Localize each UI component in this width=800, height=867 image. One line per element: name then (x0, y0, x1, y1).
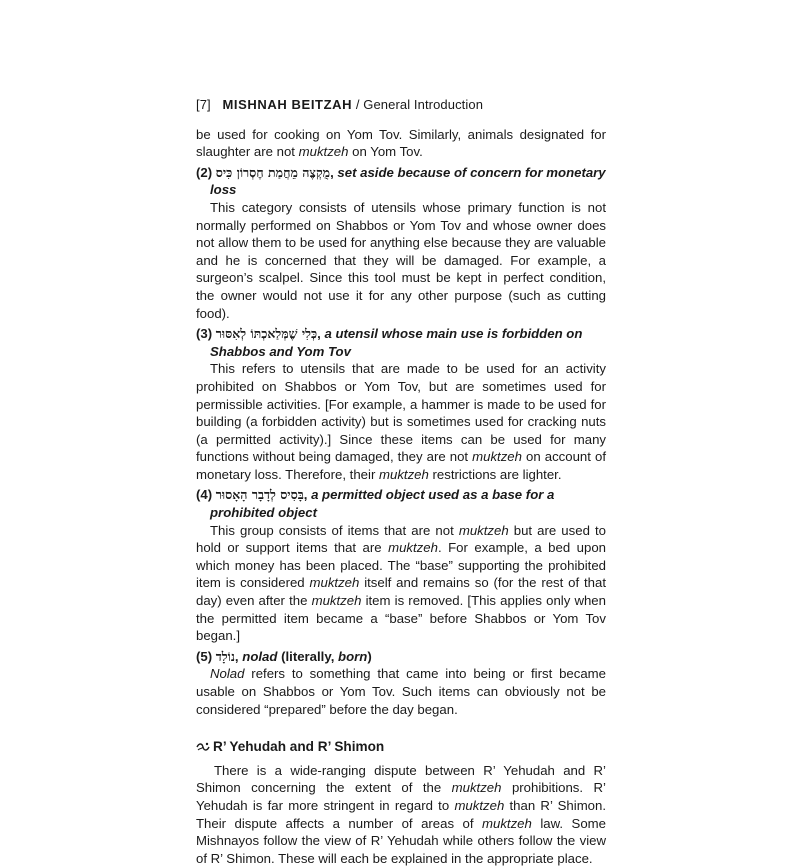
item-number: (5) (196, 648, 213, 664)
running-header (196, 96, 606, 114)
item-heading-3: (3) כְּלִי שֶׁמְּלַאכְתּוֹ לְאִסּוּר, a utensil whose main use is forbidden on Shabbos and Yom Tov (196, 326, 583, 359)
header-separator: / (355, 97, 360, 112)
opening-paragraph: be used for cooking on Yom Tov. Similarly, animals designated for slaughter are not muktzeh on Yom Tov. (196, 126, 606, 160)
hebrew-term: בָּסִיס לְדָבָר הָאָסוּר (215, 487, 304, 503)
item-gloss: a permitted object used as a base for a prohibited object (210, 487, 555, 521)
book-page (196, 96, 606, 867)
item-heading-5: (5) נוֹלָד, nolad (literally, born) (196, 648, 372, 664)
header-section: General Introduction (363, 97, 484, 112)
item-number: (2) (196, 164, 213, 180)
section-body: There is a wide-ranging dispute between R’ Yehudah and R’ Shimon concerning the extent of the muktzeh prohibitions. R’ Yehudah is far more stringent in regard to muktzeh than R’ Shimon. Their dispute affects a number of areas of muktzeh law. Some Mishnayos follow the view of R’ Yehudah while others follow the view of R’ Shimon. These will each be explained in the appropriate place. (196, 762, 607, 866)
hebrew-term: כְּלִי שֶׁמְּלַאכְתּוֹ לְאִסּוּר (215, 326, 318, 342)
page-number: [7] (196, 97, 211, 112)
book-title: MISHNAH BEITZAH (222, 97, 353, 112)
item-heading-4: (4) בָּסִיס לְדָבָר הָאָסוּר, a permitted object used as a base for a prohibited object (196, 487, 555, 521)
section-flourish-icon (196, 741, 210, 753)
hebrew-term: מֻקְצֶה מֵחֲמַת חֶסְרוֹן כִּיס (215, 164, 331, 180)
item-heading-2: (2) מֻקְצֶה מֵחֲמַת חֶסְרוֹן כִּיס, set aside because of concern for monetary loss (196, 164, 606, 198)
section-title: R’ Yehudah and R’ Shimon (213, 739, 385, 755)
item-body-5: Nolad refers to something that came into being or first became usable on Shabbos or Yom Tov. Such items can obviously not be considered “prepared” before the day began. (196, 666, 606, 717)
item-body-4: This group consists of items that are not muktzeh but are used to hold or support items that are muktzeh. For example, a bed upon which money has been placed. The “base” supporting the prohibited item is considered muktzeh itself and remains so (for the rest of that day) even after the muktzeh item is removed. [This applies only when the permitted item became a “base” before Shabbos or Yom Tov began.] (196, 522, 606, 644)
item-gloss: a utensil whose main use is forbidden on Shabbos and Yom Tov (210, 326, 583, 359)
item-gloss: nolad (242, 648, 278, 664)
section-heading (196, 738, 606, 756)
item-body-3: This refers to utensils that are made to be used for an activity prohibited on Shabbos or Yom Tov, but are sometimes used for permissible activities. [For example, a hammer is made to be used for building (a forbidden activity) but is sometimes used for cracking nuts (a permitted activity).] Since these items can be used for many functions without being damaged, they are not muktzeh on account of monetary loss. Therefore, their muktzeh restrictions are lighter. (196, 361, 606, 482)
item-gloss: set aside because of concern for monetary loss (210, 164, 606, 198)
item-number: (3) (196, 326, 213, 342)
hebrew-term: נוֹלָד (215, 648, 235, 664)
item-number: (4) (196, 487, 213, 503)
item-body-2: This category consists of utensils whose primary function is not normally performed on Shabbos or Yom Tov and whose owner does not allow them to be used for anything else because they are valuable and he is concerned that they will be damaged. For example, a surgeon’s scalpel. Since this tool must be kept in perfect condition, the owner would not use it for any other purpose (such as cutting food). (196, 199, 606, 321)
